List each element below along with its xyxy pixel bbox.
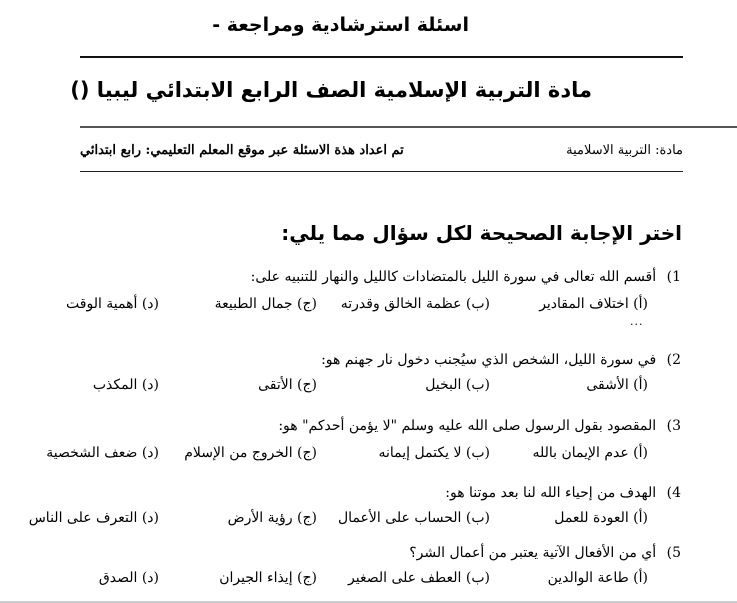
question-text: الهدف من إحياء الله لنا بعد موتنا هو: xyxy=(445,485,657,501)
question-number: 2) xyxy=(666,352,681,368)
option-c[interactable]: (ج) الخروج من الإسلام xyxy=(184,445,317,461)
divider xyxy=(80,171,683,172)
option-d[interactable]: (د) أهمية الوقت xyxy=(66,296,159,312)
document-subtitle: مادة التربية الإسلامية الصف الرابع الابتدائي ليبيا () xyxy=(70,78,592,102)
option-a[interactable]: (أ) طاعة الوالدين xyxy=(547,570,648,586)
divider xyxy=(80,56,683,58)
question-text: المقصود بقول الرسول صلى الله عليه وسلم "لا يؤمن أحدكم" هو: xyxy=(278,418,657,434)
option-a[interactable]: (أ) الأشقى xyxy=(586,377,648,393)
option-a[interactable]: (أ) العودة للعمل xyxy=(554,510,648,526)
question-3 xyxy=(278,418,681,434)
option-c[interactable]: (ج) رؤية الأرض xyxy=(227,510,317,526)
question-number: 3) xyxy=(666,418,681,434)
instruction-heading: اختر الإجابة الصحيحة لكل سؤال مما يلي: xyxy=(281,221,682,245)
divider xyxy=(80,126,737,128)
question-text: أي من الأفعال الآتية يعتبر من أعمال الشر؟ xyxy=(409,545,657,561)
question-text: في سورة الليل، الشخص الذي سيُجنب دخول نار جهنم هو: xyxy=(321,352,657,368)
option-b[interactable]: (ب) العطف على الصغير xyxy=(348,570,490,586)
overflow-ellipsis: ... xyxy=(630,315,644,328)
question-number: 4) xyxy=(666,485,681,501)
option-a[interactable]: (أ) اختلاف المقادير xyxy=(539,296,648,312)
option-d[interactable]: (د) التعرف على الناس xyxy=(28,510,159,526)
question-number: 5) xyxy=(666,545,681,561)
option-b[interactable]: (ب) عظمة الخالق وقدرته xyxy=(340,296,490,312)
option-b[interactable]: (ب) البخيل xyxy=(425,377,490,393)
option-b[interactable]: (ب) الحساب على الأعمال xyxy=(338,510,490,526)
option-b[interactable]: (ب) لا يكتمل إيمانه xyxy=(378,445,490,461)
question-5 xyxy=(409,545,681,561)
question-number: 1) xyxy=(666,269,681,285)
option-c[interactable]: (ج) جمال الطبيعة xyxy=(214,296,317,312)
option-c[interactable]: (ج) الأتقى xyxy=(258,377,317,393)
option-a[interactable]: (أ) عدم الإيمان بالله xyxy=(532,445,648,461)
option-d[interactable]: (د) المكذب xyxy=(92,377,159,393)
subject-label: مادة: التربية الاسلامية xyxy=(566,143,683,158)
option-c[interactable]: (ج) إيذاء الجيران xyxy=(219,570,317,586)
source-note: تم اعداد هذة الاسئلة عبر موقع المعلم التعليمي: رابع ابتدائي xyxy=(80,143,404,158)
question-4 xyxy=(445,485,681,501)
question-text: أقسم الله تعالى في سورة الليل بالمتضادات كالليل والنهار للتنبيه على: xyxy=(250,269,657,285)
document-title: اسئلة استرشادية ومراجعة - xyxy=(212,14,469,36)
question-2 xyxy=(321,352,681,368)
option-d[interactable]: (د) الصدق xyxy=(98,570,159,586)
question-1 xyxy=(251,269,681,285)
option-d[interactable]: (د) ضعف الشخصية xyxy=(46,445,159,461)
